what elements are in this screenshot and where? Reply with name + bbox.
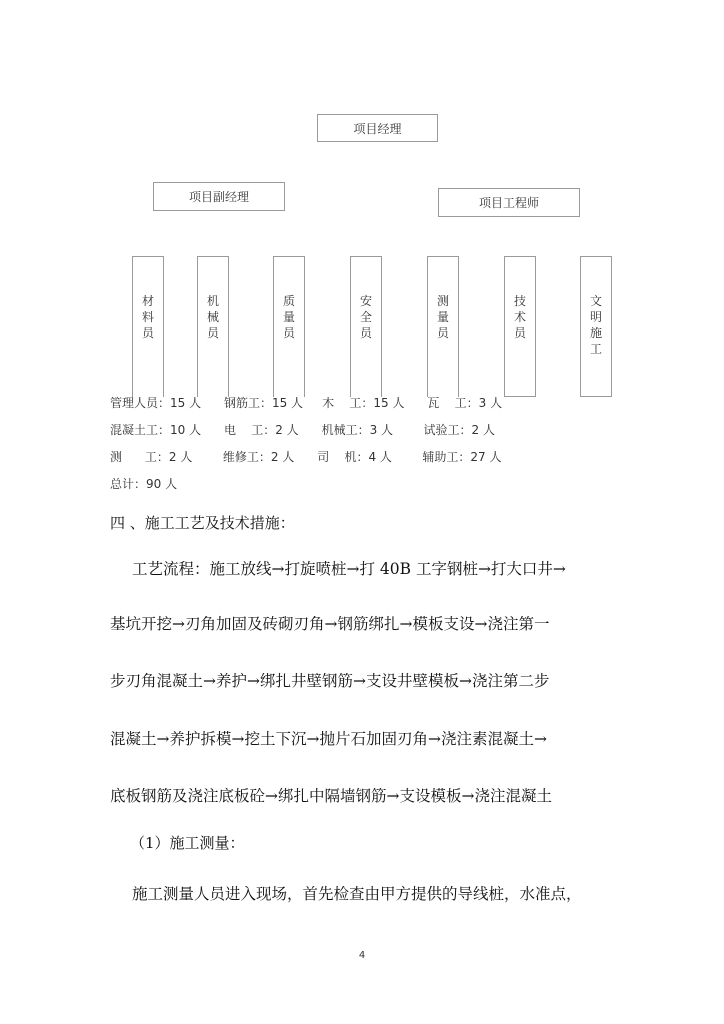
org-dept-materials xyxy=(132,256,164,397)
process-line: 底板钢筋及浇注底板砼→绑扎中隔墙钢筋→支设模板→浇注混凝土 xyxy=(110,787,552,805)
org-deputy-manager-label: 项目副经理 xyxy=(188,190,249,204)
process-line: 步刃角混凝土→养护→绑扎井壁钢筋→支设井壁模板→浇注第二步 xyxy=(110,672,550,690)
org-dept-survey xyxy=(427,256,459,397)
staff-line: 测 工：2 人 维修工：2 人 司 机：4 人 辅助工：27 人 xyxy=(110,450,502,464)
org-dept-technical xyxy=(504,256,536,397)
survey-subheading: （1）施工测量： xyxy=(130,834,245,852)
org-dept-machinery xyxy=(197,256,229,397)
process-line: 基坑开挖→刃角加固及砖砌刃角→钢筋绑扎→模板支设→浇注第一 xyxy=(110,615,550,633)
section-heading: 四 、施工工艺及技术措施： xyxy=(110,514,295,532)
process-line: 工艺流程：施工放线→打旋喷桩→打 40B 工字钢桩→打大口井→ xyxy=(132,560,566,578)
process-line: 混凝土→养护拆模→挖土下沉→抛片石加固刃角→浇注素混凝土→ xyxy=(110,730,547,748)
org-dept-safety xyxy=(350,256,382,397)
org-manager-label: 项目经理 xyxy=(353,121,402,136)
org-box-engineer xyxy=(438,188,580,217)
org-dept-quality xyxy=(273,256,305,397)
org-dept-label: 质量员 xyxy=(283,294,296,340)
org-dept-label: 材料员 xyxy=(142,294,155,340)
org-dept-label: 测量员 xyxy=(437,294,450,340)
page-number: 4 xyxy=(358,950,366,961)
org-box-deputy-manager xyxy=(153,182,285,211)
survey-line: 施工测量人员进入现场，首先检查由甲方提供的导线桩，水准点， xyxy=(132,885,582,903)
org-dept-label: 文明施工 xyxy=(590,294,603,356)
org-dept-civilized-construction xyxy=(580,256,612,397)
org-box-manager xyxy=(317,114,438,142)
org-dept-label: 安全员 xyxy=(360,294,373,340)
org-dept-label: 机械员 xyxy=(207,294,220,340)
org-dept-label: 技术员 xyxy=(514,294,527,340)
staff-line: 混凝土工：10 人 电 工：2 人 机械工：3 人 试验工：2 人 xyxy=(110,423,495,437)
staff-line: 管理人员：15 人 钢筋工：15 人 木 工：15 人 瓦 工：3 人 xyxy=(110,396,503,410)
staff-total: 总计：90 人 xyxy=(110,477,178,491)
org-engineer-label: 项目工程师 xyxy=(478,196,539,210)
